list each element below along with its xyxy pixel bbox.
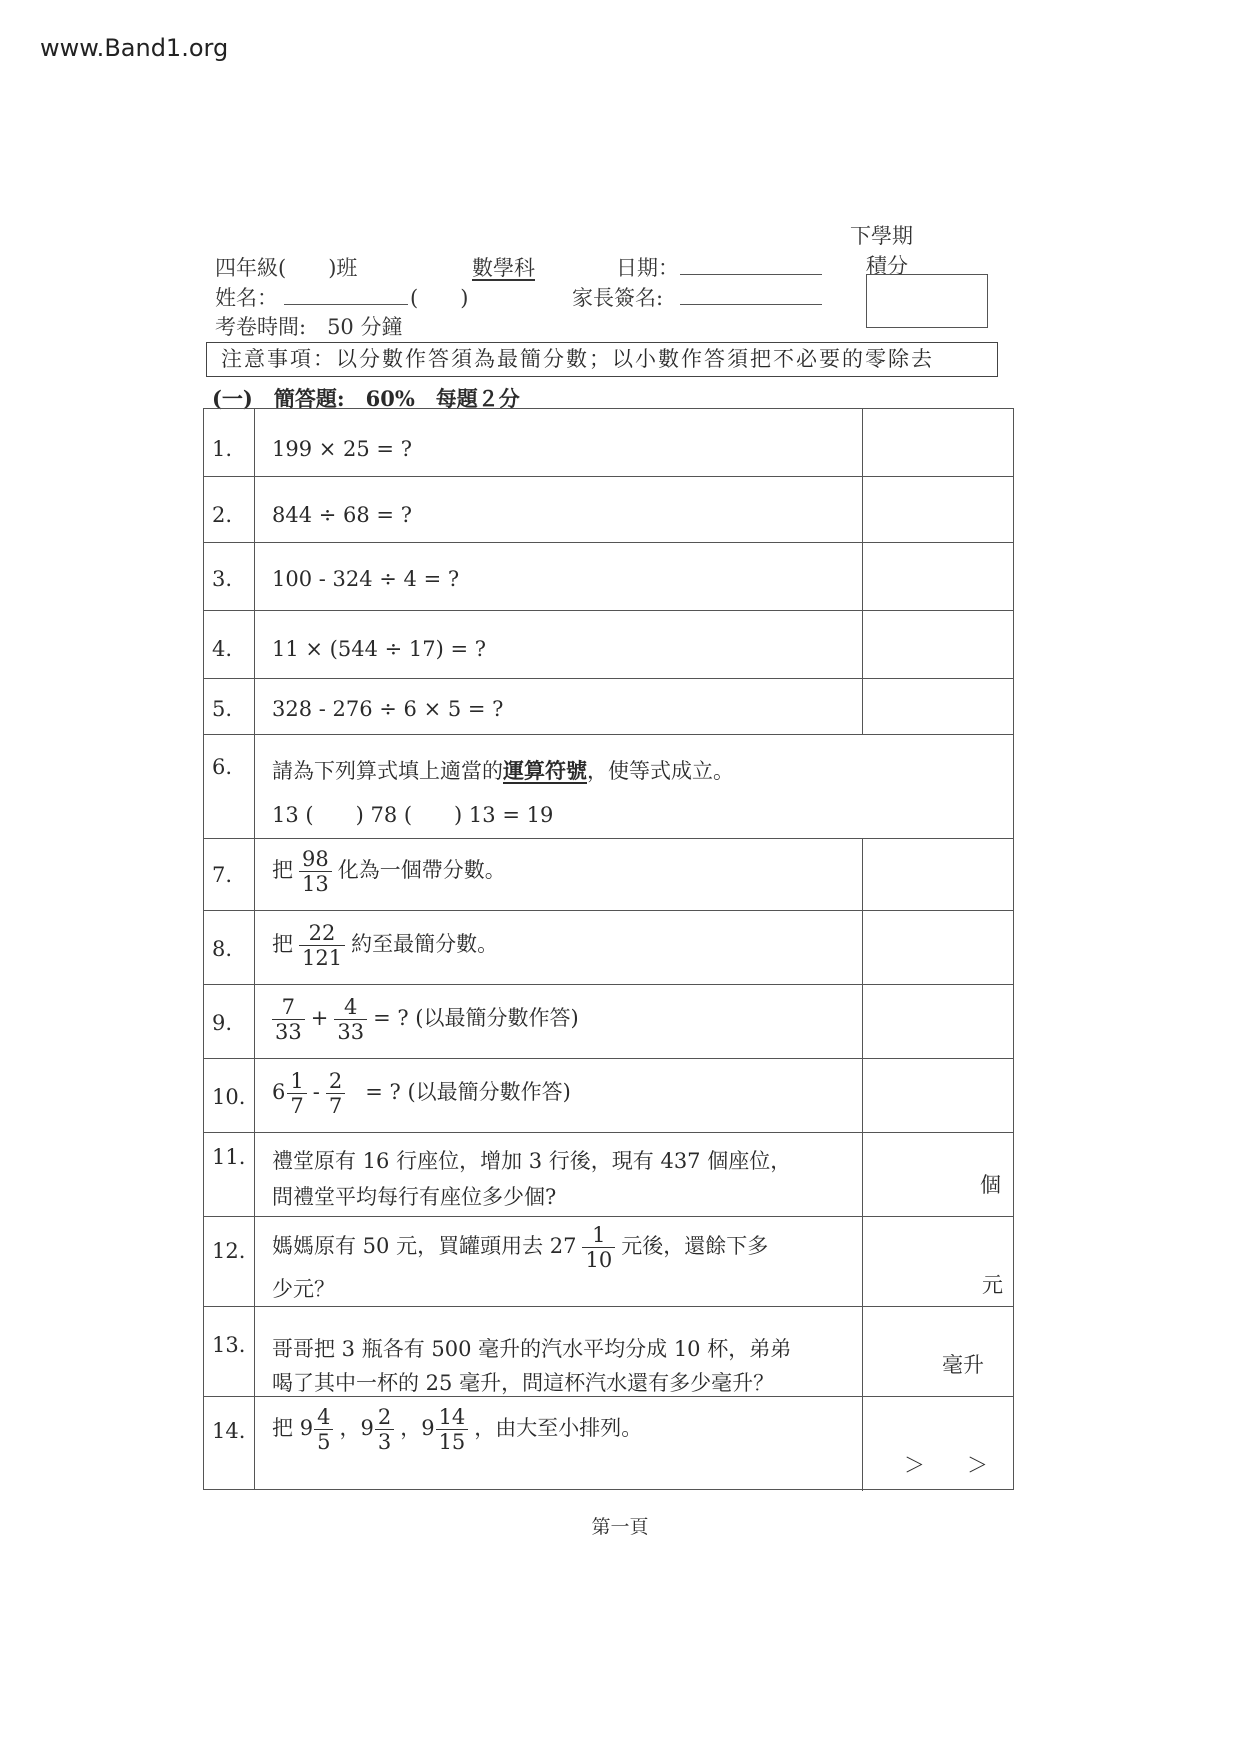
question-text-part: 媽媽原有 50 元，買罐頭用去 27	[272, 1234, 577, 1259]
grade-class: 四年級( )班	[215, 256, 358, 280]
question-row-11	[204, 1133, 1013, 1217]
question-row-14	[204, 1397, 1013, 1491]
operator-keyword: 運算符號	[503, 758, 587, 783]
question-row-7	[204, 839, 1013, 911]
ordering-answer-slots[interactable]: ＞ ＞	[904, 1453, 988, 1477]
answer-column-divider	[862, 1133, 863, 1216]
fraction	[272, 995, 305, 1044]
question-text	[272, 755, 734, 785]
page-footer: 第一頁	[591, 1516, 649, 1538]
question-text-line-2: 問禮堂平均每行有座位多少個?	[272, 1185, 557, 1209]
question-number: 3.	[212, 567, 233, 591]
site-watermark: www.Band1.org	[40, 34, 229, 62]
question-text: 11 × (544 ÷ 17) = ?	[272, 637, 487, 661]
fraction	[334, 995, 367, 1044]
question-text-part: ，使等式成立。	[587, 759, 734, 783]
question-row-4	[204, 611, 1013, 679]
question-row-5	[204, 679, 1013, 735]
separator: ，	[400, 1416, 422, 1441]
numerator: 4	[314, 1405, 333, 1430]
answer-unit: 毫升	[942, 1353, 984, 1377]
question-text	[272, 1069, 571, 1118]
name-blank[interactable]	[284, 286, 408, 305]
question-text: 199 × 25 = ?	[272, 437, 412, 461]
numerator: 98	[299, 847, 332, 872]
question-text-line-1: 哥哥把 3 瓶各有 500 毫升的汽水平均分成 10 杯，弟弟	[272, 1337, 792, 1361]
name-label: 姓名：	[215, 286, 278, 310]
numerator: 1	[287, 1069, 306, 1094]
denominator: 13	[302, 872, 329, 897]
question-row-10	[204, 1059, 1013, 1133]
question-row-1	[204, 409, 1013, 477]
fraction	[375, 1405, 394, 1454]
question-row-3	[204, 543, 1013, 611]
question-text	[272, 847, 506, 896]
operator: -	[312, 1080, 320, 1105]
question-text-line-2: 少元？	[272, 1277, 335, 1301]
denominator: 7	[290, 1094, 304, 1119]
question-text-part: 把	[272, 858, 293, 883]
answer-column-divider	[862, 1397, 863, 1491]
student-number-paren: ( )	[410, 286, 469, 310]
answer-column-divider	[862, 985, 863, 1058]
question-number: 1.	[212, 437, 233, 461]
whole-number: 9	[299, 1416, 314, 1441]
numerator: 2	[326, 1069, 345, 1094]
question-text-part: 化為一個帶分數。	[337, 858, 506, 883]
denominator: 10	[585, 1248, 613, 1273]
whole-number: 9	[360, 1416, 374, 1441]
question-number: 6.	[212, 755, 233, 779]
fraction	[287, 1069, 306, 1118]
question-number: 10.	[212, 1085, 246, 1109]
question-number: 14.	[212, 1419, 246, 1443]
answer-column-divider	[862, 543, 863, 610]
question-row-6	[204, 735, 1013, 839]
answer-column-divider	[862, 477, 863, 542]
answer-column-divider	[862, 1059, 863, 1132]
fraction	[299, 847, 332, 896]
date-blank[interactable]	[680, 256, 822, 275]
whole-number: 9	[421, 1416, 435, 1441]
whole-number: 6	[272, 1080, 286, 1105]
denominator: 121	[302, 946, 343, 971]
equation-line: 13 ( ) 78 ( ) 13 = 19	[272, 803, 554, 827]
numerator: 14	[436, 1405, 469, 1430]
question-number: 2.	[212, 503, 233, 527]
question-number: 8.	[212, 937, 233, 961]
question-text-line-1	[272, 1223, 768, 1272]
numerator: 1	[582, 1223, 615, 1248]
denominator: 5	[317, 1430, 331, 1455]
question-row-13	[204, 1307, 1013, 1397]
question-text	[272, 921, 498, 970]
question-number: 9.	[212, 1011, 233, 1035]
denominator: 15	[438, 1430, 466, 1455]
parent-sign-label: 家長簽名:	[572, 286, 664, 310]
question-text-part: ，由大至小排列。	[474, 1416, 643, 1441]
score-box[interactable]	[866, 274, 988, 328]
denominator: 33	[337, 1020, 365, 1045]
question-number: 11.	[212, 1145, 246, 1169]
question-text-line-2: 喝了其中一杯的 25 毫升，問這杯汽水還有多少毫升？	[272, 1371, 775, 1395]
question-text-line-1: 禮堂原有 16 行座位，增加 3 行後，現有 437 個座位，	[272, 1149, 792, 1173]
answer-unit: 元	[982, 1273, 1003, 1297]
question-text: 328 - 276 ÷ 6 × 5 = ?	[272, 697, 504, 721]
answer-column-divider	[862, 611, 863, 678]
fraction	[326, 1069, 345, 1118]
exam-time: 考卷時間: 50 分鐘	[215, 315, 403, 339]
answer-column-divider	[862, 1307, 863, 1396]
denominator: 33	[275, 1020, 302, 1045]
answer-column-divider	[862, 1217, 863, 1306]
question-text	[272, 1405, 642, 1454]
operator: +	[310, 1006, 329, 1031]
question-text-part: 把	[272, 1416, 293, 1441]
question-text-part: = ? (以最簡分數作答)	[365, 1080, 571, 1105]
answer-column-divider	[862, 839, 863, 910]
question-text-part: 元後，還餘下多	[621, 1234, 769, 1259]
question-text-part: = ? (以最簡分數作答)	[373, 1006, 579, 1031]
numerator: 7	[272, 995, 305, 1020]
question-text-part: 約至最簡分數。	[351, 932, 499, 957]
section-title: (一) 簡答題: 60% 每題２分	[212, 386, 520, 411]
numerator: 4	[334, 995, 367, 1020]
question-text-part: 請為下列算式填上適當的	[272, 759, 503, 783]
fraction	[314, 1405, 333, 1454]
date-label: 日期：	[616, 256, 679, 280]
denominator: 3	[377, 1430, 392, 1455]
question-number: 13.	[212, 1333, 246, 1357]
question-row-8	[204, 911, 1013, 985]
answer-column-divider	[862, 409, 863, 476]
answer-unit: 個	[980, 1173, 1001, 1197]
question-row-2	[204, 477, 1013, 543]
question-text: 844 ÷ 68 = ?	[272, 503, 412, 527]
separator: ，	[339, 1416, 361, 1441]
question-text-part: 把	[272, 932, 293, 957]
question-row-12	[204, 1217, 1013, 1307]
term-label: 下學期	[850, 224, 913, 248]
question-number: 4.	[212, 637, 233, 661]
fraction	[582, 1223, 615, 1272]
answer-column-divider	[862, 911, 863, 984]
fraction	[436, 1405, 469, 1454]
numerator: 22	[299, 921, 345, 946]
notice-box: 注意事項：以分數作答須為最簡分數；以小數作答須把不必要的零除去	[206, 342, 998, 377]
question-number: 5.	[212, 697, 233, 721]
question-text	[266, 995, 579, 1044]
score-label: 積分	[866, 254, 908, 278]
subject: 數學科	[472, 256, 535, 280]
question-number: 7.	[212, 863, 233, 887]
question-table	[203, 408, 1014, 1490]
parent-sign-blank[interactable]	[680, 286, 822, 305]
question-row-9	[204, 985, 1013, 1059]
question-number: 12.	[212, 1239, 246, 1263]
numerator: 2	[375, 1405, 394, 1430]
fraction	[299, 921, 345, 970]
answer-column-divider	[862, 679, 863, 734]
denominator: 7	[328, 1094, 343, 1119]
question-text: 100 - 324 ÷ 4 = ?	[272, 567, 460, 591]
